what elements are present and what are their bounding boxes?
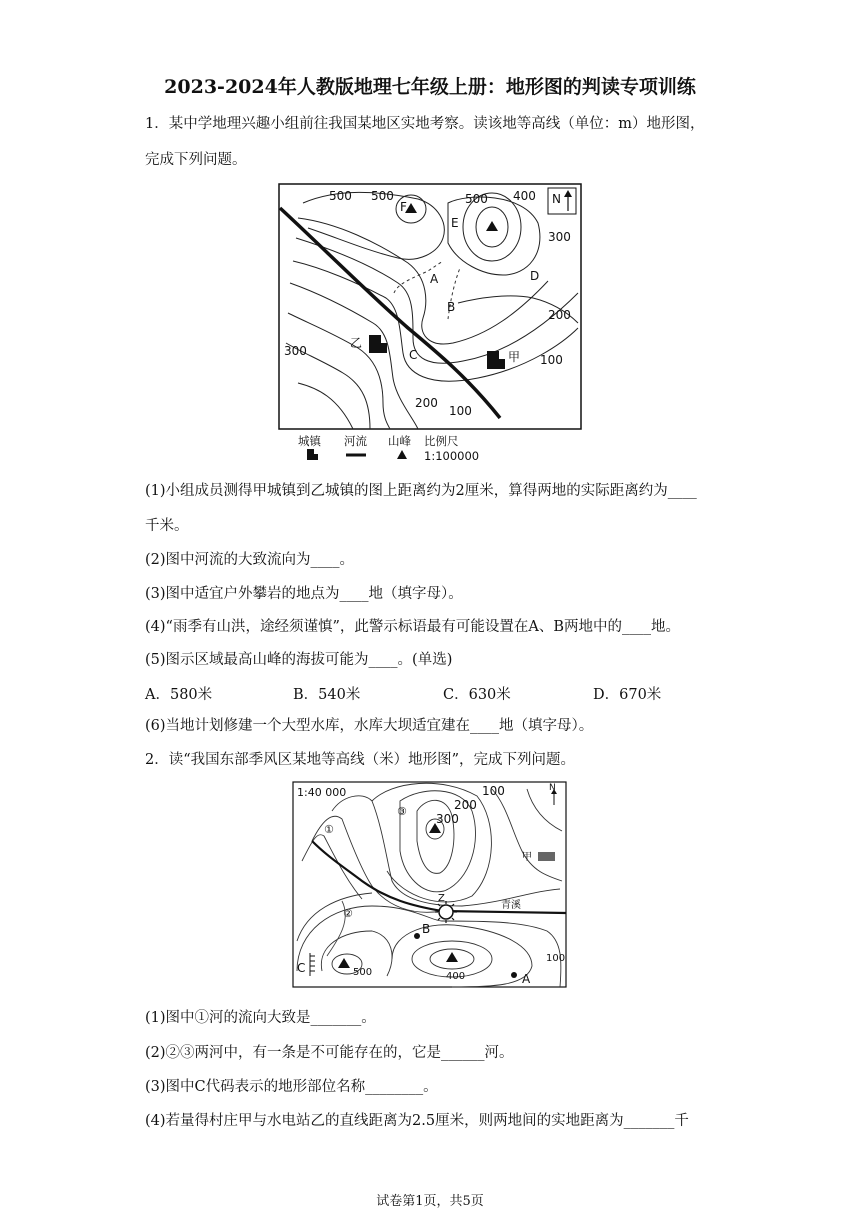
q2-label-C: C [297,961,306,975]
q1-label-100b: 100 [449,404,472,418]
q1-sub3: (3)图中适宜户外攀岩的地点为____地（填字母）。 [145,586,463,602]
q2-contour-map [292,781,568,989]
q1-sub5: (5)图示区域最高山峰的海拔可能为____。(单选) [145,652,453,668]
q2-scale-label: 1:40 000 [297,786,347,799]
q2-north-label: N [549,783,556,793]
q2-label-100a: 100 [482,784,505,798]
q2-label-Z: Z [438,893,445,904]
q2-label-500: 500 [353,967,373,978]
q1-label-B: B [447,300,456,314]
q1-sub2: (2)图中河流的大致流向为____。 [145,552,355,568]
q1-sub6: (6)当地计划修建一个大型水库，水库大坝适宜建在____地（填字母）。 [145,718,594,734]
q2-label-200: 200 [454,798,477,812]
q2-label-jia: 甲 [522,852,532,863]
q1-stem-line2: 完成下列问题。 [145,152,247,168]
q1-label-200b: 200 [415,396,438,410]
q1-legend-river: 河流 [344,434,367,448]
q1-sub1-line1: (1)小组成员测得甲城镇到乙城镇的图上距离约为2厘米，算得两地的实际距离约为____ [145,483,697,499]
q2-label-river3: ③ [397,805,407,818]
q2-stem: 2．读“我国东部季风区某地等高线（米）地形图”，完成下列问题。 [145,752,576,768]
q2-label-river-qingxi: 青溪 [501,900,521,911]
q1-label-F: F [400,200,407,214]
q2-label-300: 300 [436,812,459,826]
q2-label-B: B [422,922,431,936]
q1-label-town-yi: 乙 [350,336,363,350]
q1-label-200a: 200 [548,308,571,322]
q1-label-500a: 500 [329,189,352,203]
q1-legend-scale-value: 1:100000 [424,449,480,463]
q1-choice-d: D．670米 [593,687,662,703]
q2-label-river2: ② [343,907,353,920]
page-footer: 试卷第1页，共5页 [376,1194,484,1209]
q1-legend-peak: 山峰 [388,434,411,448]
q2-label-A: A [522,972,531,986]
q1-legend-scale: 比例尺 [424,434,459,448]
page-title: 2023-2024年人教版地理七年级上册：地形图的判读专项训练 [164,76,696,98]
q1-stem-line1: 1．某中学地理兴趣小组前往我国某地区实地考察。读该地等高线（单位：m）地形图， [145,116,705,132]
q1-label-300a: 300 [548,230,571,244]
q2-sub4: (4)若量得村庄甲与水电站乙的直线距离为2.5厘米，则两地间的实地距离为_______千 [145,1113,689,1129]
q1-label-D: D [530,269,540,283]
q1-contour-map [278,183,583,465]
q1-label-A: A [430,272,439,286]
q1-label-300b: 300 [284,344,307,358]
q2-sub2: (2)②③两河中，有一条是不可能存在的，它是______河。 [145,1045,514,1061]
q1-north-label: N [552,192,561,206]
q1-choice-b: B．540米 [293,687,361,703]
q1-label-town-jia: 甲 [508,350,521,364]
q1-choice-c: C．630米 [443,687,511,703]
q1-label-E: E [451,216,459,230]
q1-choice-a: A．580米 [145,687,213,703]
q1-label-500b: 500 [371,189,394,203]
q2-label-400: 400 [446,971,466,982]
q2-sub3: (3)图中C代码表示的地形部位名称________。 [145,1079,438,1095]
q1-sub4: (4)“雨季有山洪，途经须谨慎”，此警示标语最有可能设置在A、B两地中的____地。 [145,619,680,635]
q1-label-C: C [409,348,418,362]
q1-legend-town: 城镇 [298,434,321,448]
q1-label-400: 400 [513,189,536,203]
q2-sub1: (1)图中①河的流向大致是_______。 [145,1010,376,1026]
q1-label-100a: 100 [540,353,563,367]
q1-label-500c: 500 [465,192,488,206]
q2-label-100b: 100 [546,953,566,964]
q2-label-river1: ① [324,823,334,836]
q1-sub1-line2: 千米。 [145,518,189,534]
